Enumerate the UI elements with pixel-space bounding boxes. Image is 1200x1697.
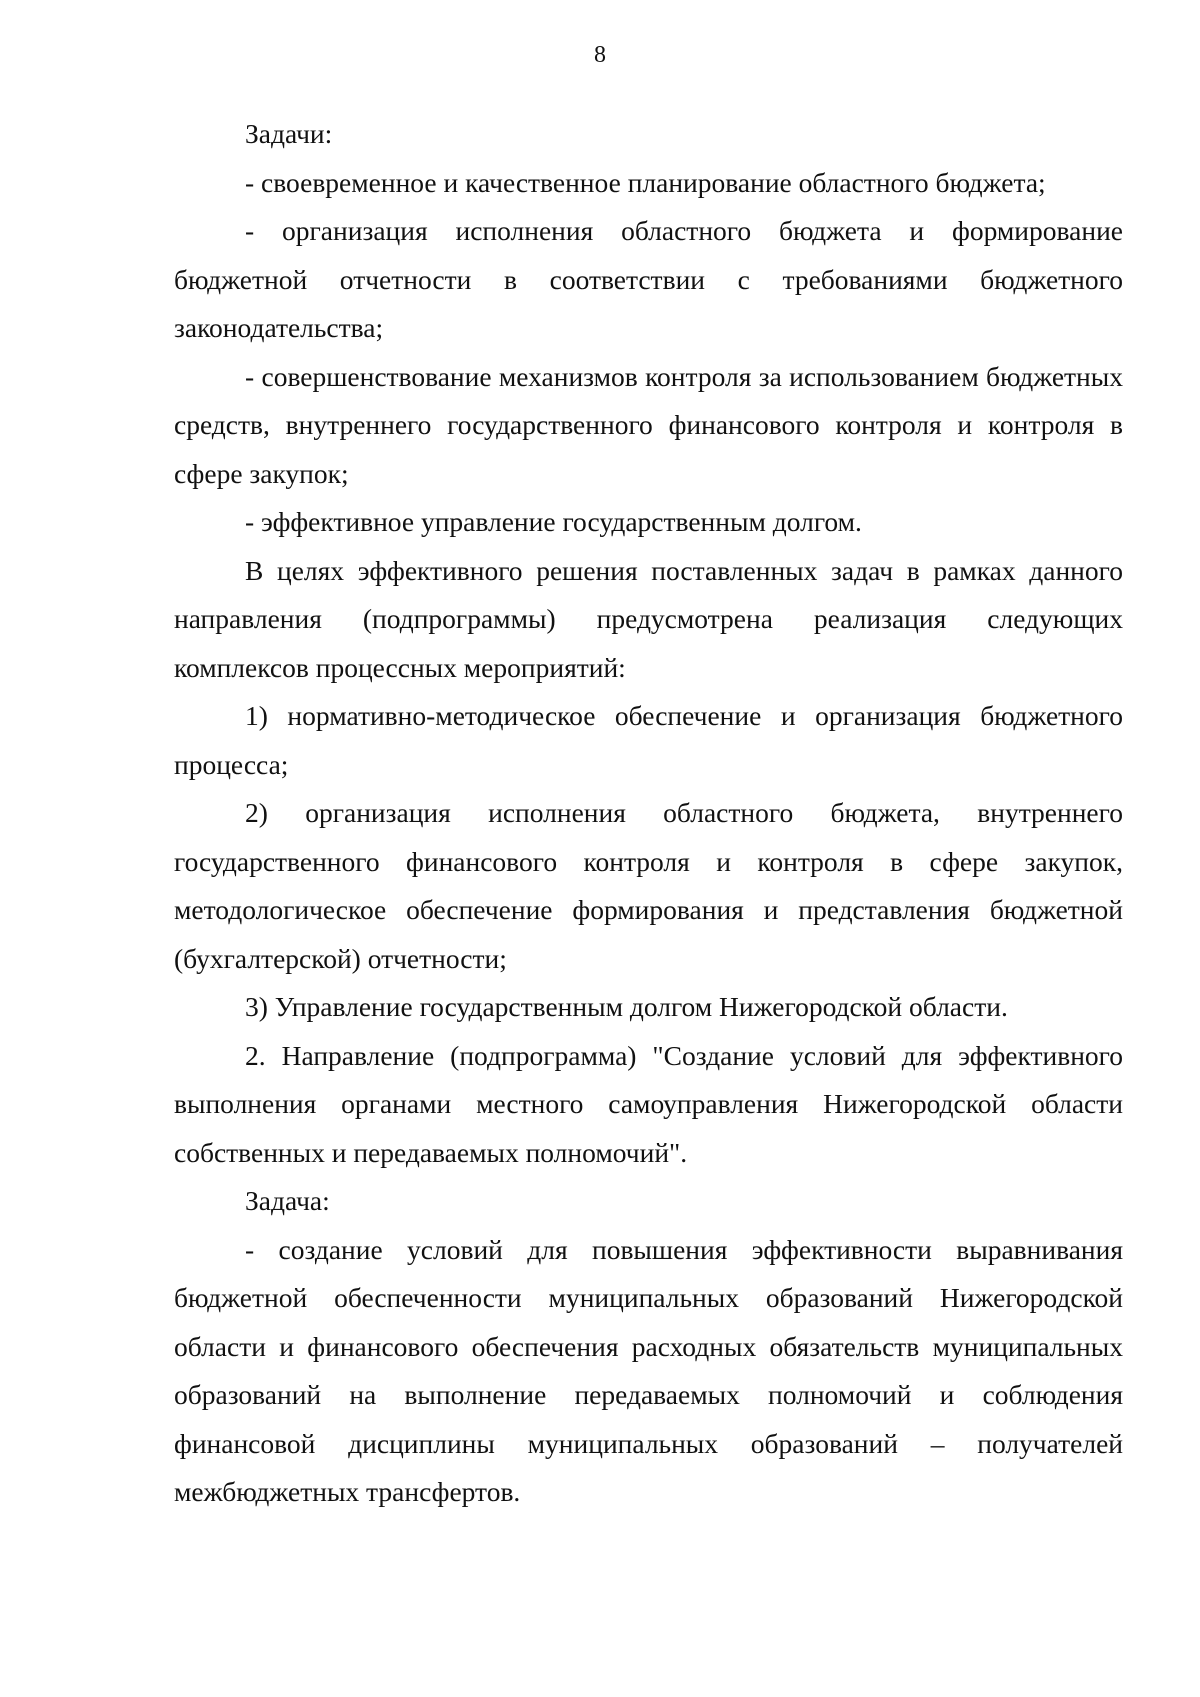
paragraph-task-planning: - своевременное и качественное планирование областного бюджета; (245, 166, 1046, 198)
document-body (174, 110, 1123, 1517)
paragraph-task-debt: - эффективное управление государственным долгом. (245, 506, 862, 537)
paragraph-measures-intro: В целях эффективного решения поставленных задач в рамках данного направления (подпрограммы) предусмотрена реализация следующих комплексов процессных мероприятий: (174, 554, 1123, 683)
paragraph-subprogram-2: 2. Направление (подпрограмма) "Создание условий для эффективного выполнения органами местного самоуправления Нижегородской области собственных и передаваемых полномочий". (174, 1039, 1123, 1168)
paragraph-measure-2: 2) организация исполнения областного бюджета, внутреннего государственного финансового контроля и контроля в сфере закупок, методологическое обеспечение формирования и представления бюджетной (бухгалтерской) отчетности; (174, 797, 1123, 974)
paragraph-measure-3: 3) Управление государственным долгом Нижегородской области. (245, 991, 1008, 1022)
paragraph-task-equalization: - создание условий для повышения эффективности выравнивания бюджетной обеспеченности муниципальных образований Нижегородской области и финансового обеспечения расходных обязательств муниципальных образований на выполнение передаваемых полномочий и соблюдения финансовой дисциплины муниципальных образований – получателей межбюджетных трансфертов. (174, 1233, 1123, 1507)
paragraph-measure-1: 1) нормативно-методическое обеспечение и организация бюджетного процесса; (174, 700, 1123, 780)
paragraph-tasks-heading: Задачи: (245, 118, 333, 149)
paragraph-task-execution: - организация исполнения областного бюджета и формирование бюджетной отчетности в соответствии с требованиями бюджетного законодательства; (174, 215, 1123, 343)
page-number: 8 (594, 42, 606, 68)
paragraph-task-heading: Задача: (245, 1185, 330, 1216)
paragraph-task-control: - совершенствование механизмов контроля за использованием бюджетных средств, внутреннего государственного финансового контроля и контроля в сфере закупок; (174, 360, 1123, 489)
